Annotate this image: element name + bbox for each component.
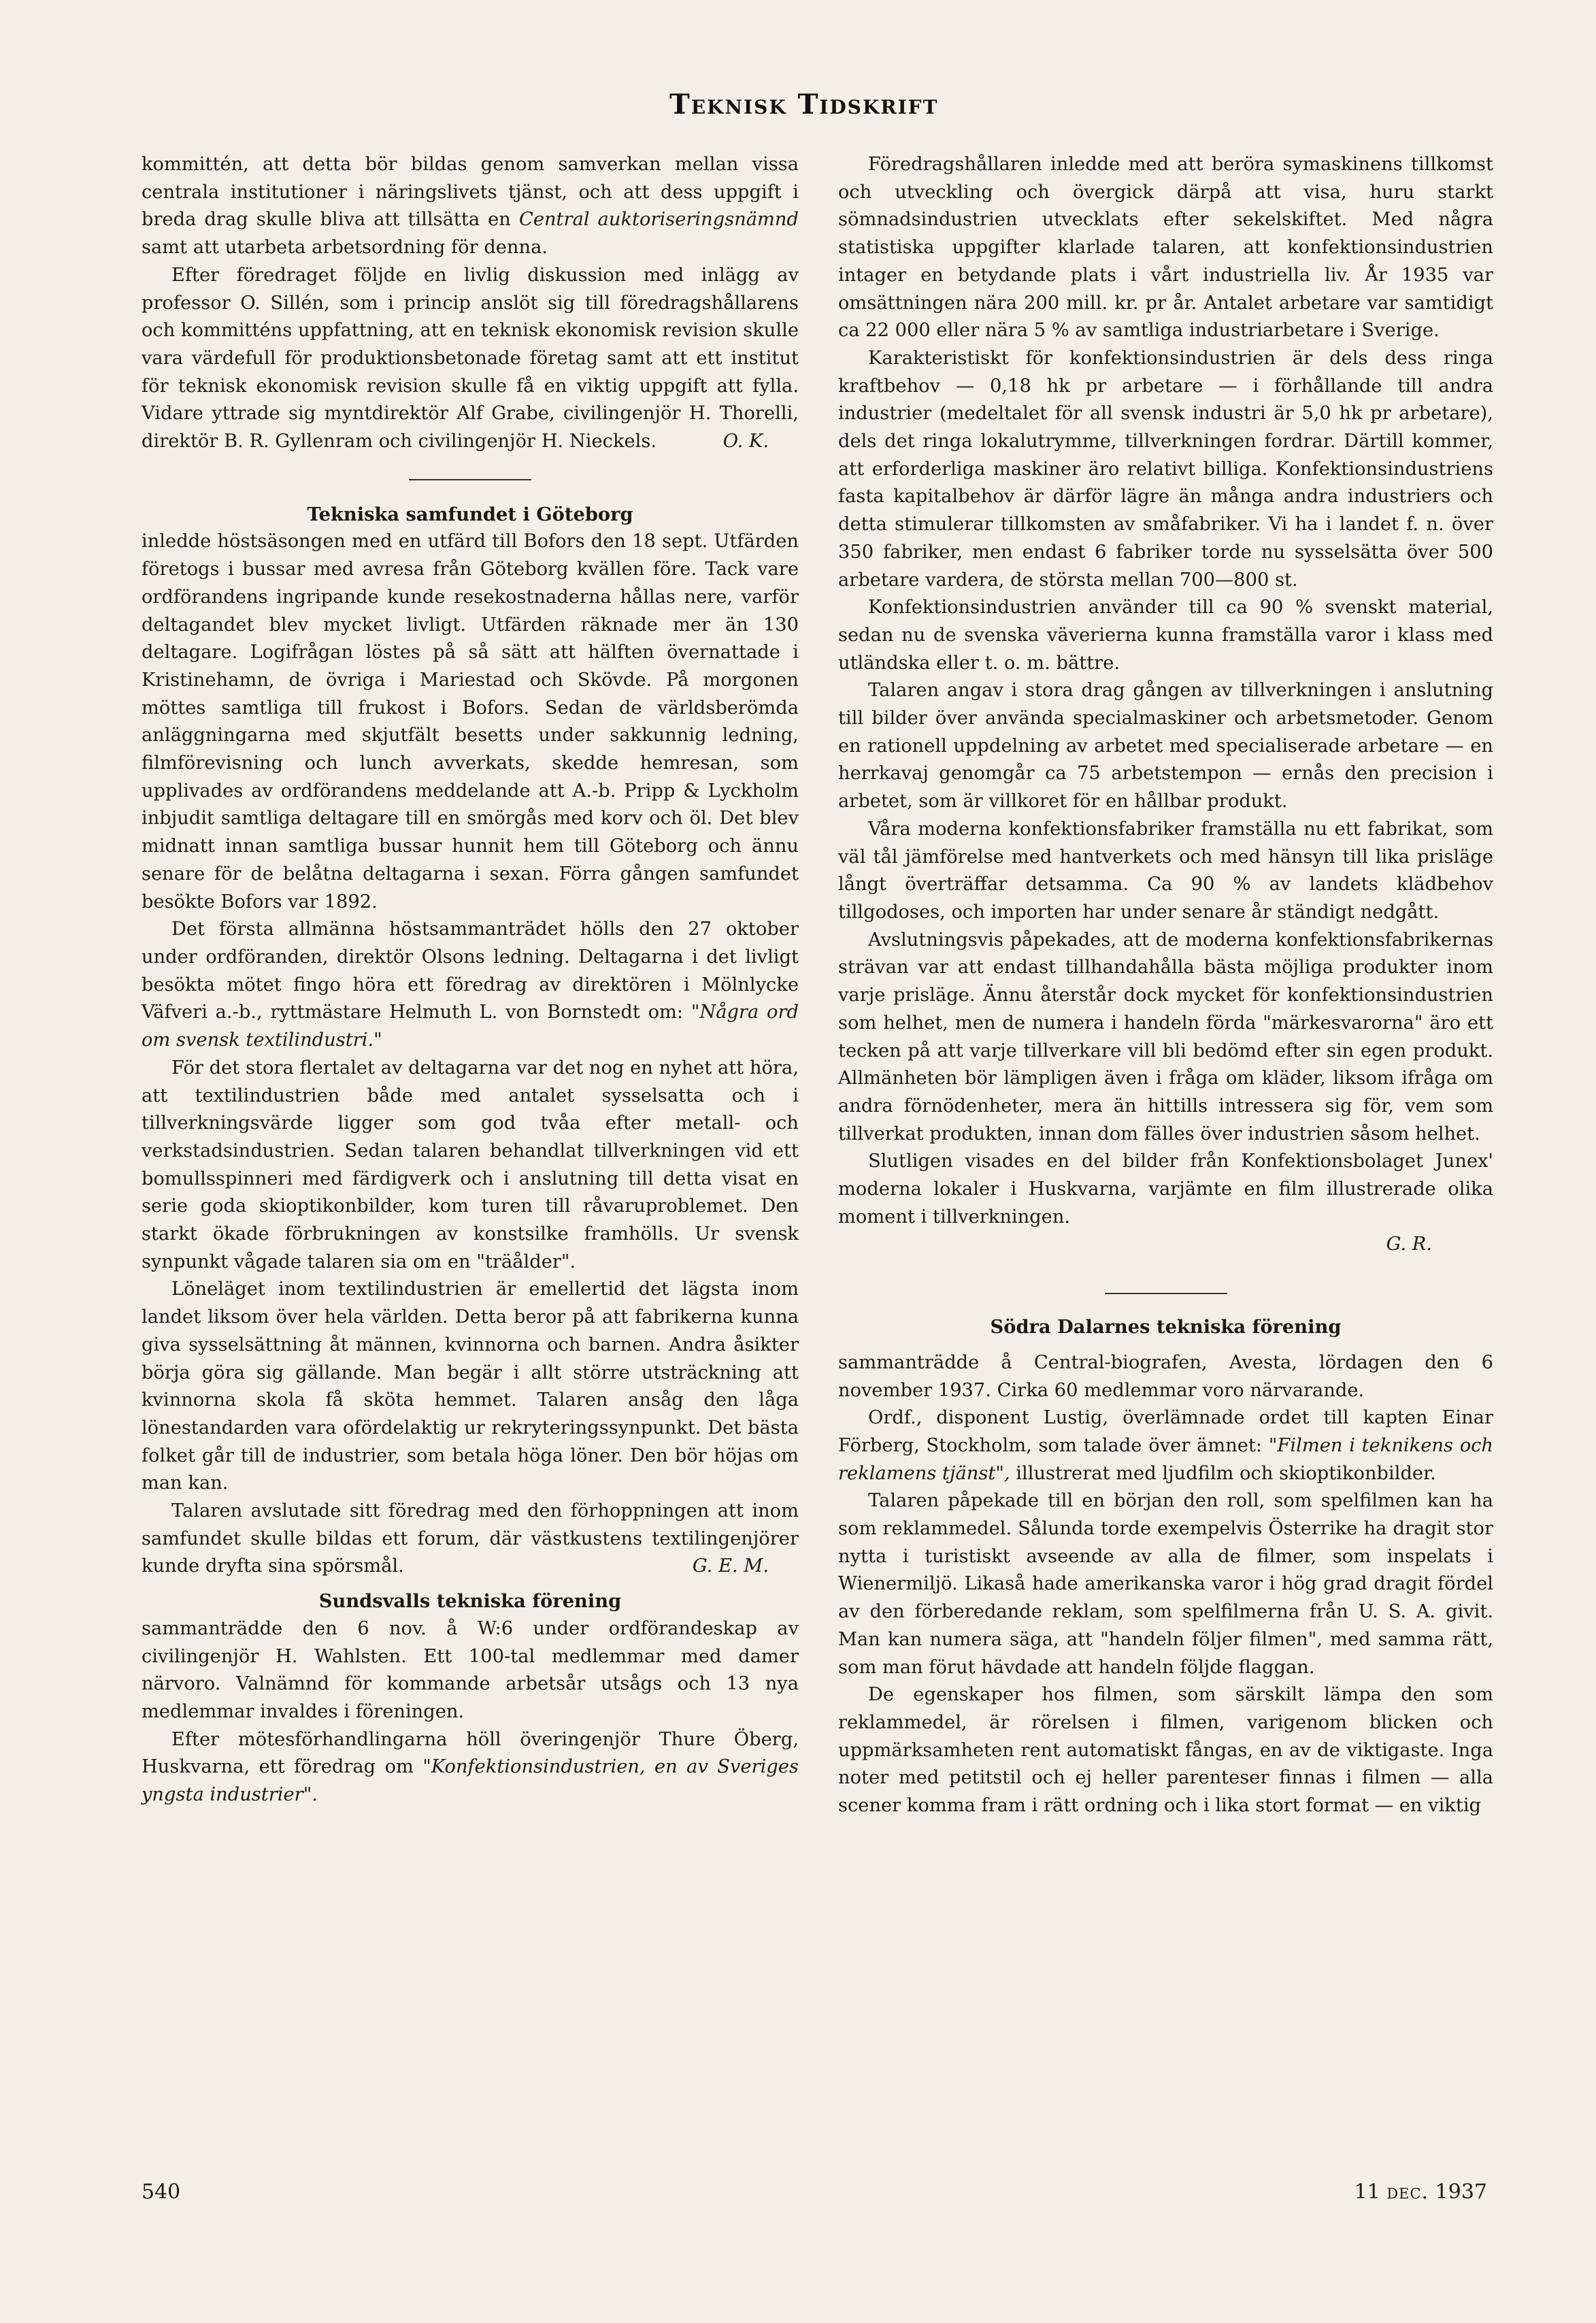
author-signature: G. R. — [1386, 1234, 1432, 1255]
issue-date-year: 1937 — [1435, 2180, 1487, 2204]
issue-date — [1354, 2180, 1487, 2204]
paragraph: Efter föredraget följde en livlig diskussion med inlägg av professor O. Sillén, som i princip anslöt sig till föredragshållarens och kommitténs uppfattning, att en teknisk ekonomisk revision skulle vara värdefull för produktionsbetonade företag samt att ett institut för teknisk ekonomisk revision skulle få en viktig uppgift att fylla. Vidare yttrade sig myntdirektör Alf Grabe, civilingenjör H. Thorelli, direktör B. R. Gyllenram och civilingenjör H. Nieckels. O. K. — [142, 262, 799, 456]
paragraph: Ordf., disponent Lustig, överlämnade ordet till kapten Einar Förberg, Stockholm, som talade över ämnet: "Filmen i teknikens och reklamens tjänst", illustrerat med ljudfilm och skioptikonbilder. — [838, 1407, 1493, 1484]
section-heading: Tekniska samfundet i Göteborg — [307, 503, 633, 525]
paragraph: Talaren angav i stora drag gången av tillverkningen i anslutning till bilder över använda specialmaskiner och arbetsmetoder. Genom en rationell uppdelning av arbetet med specialiserade arbetare — en herrkavaj genomgår ca 75 arbetstempon — ernås den precision i arbetet, som är villkoret för en hållbar produkt. — [838, 680, 1493, 812]
paragraph: Föredragshållaren inledde med att beröra symaskinens tillkomst och utveckling och övergick därpå att visa, huru starkt sömnadsindustrien utvecklats efter sekelskiftet. Med några statistiska uppgifter klarlade talaren, att konfektionsindustrien intager en betydande plats i vårt industriella liv. År 1935 var omsättningen nära 200 mill. kr. pr år. Antalet arbetare var samtidigt ca 22 000 eller nära 5 % av samtliga industriarbetare i Sverige. — [838, 154, 1493, 342]
section-heading: Sundsvalls tekniska förening — [318, 1590, 622, 1613]
right-column — [838, 151, 1493, 1820]
author-signature: G. E. M. — [692, 1555, 769, 1577]
journal-masthead: Teknisk Tidskrift — [669, 88, 939, 120]
paragraph: inledde höstsäsongen med en utfärd till Bofors den 18 sept. Utfärden företogs i bussar med avresa från Göteborg kvällen före. Tack vare ordförandens ingripande kunde resekostnaderna hållas nere, varför deltagandet blev mycket livligt. Utfärden räknade mer än 130 deltagare. Logifrågan löstes på så sätt att hälften övernattade i Kristinehamn, de övriga i Mariestad och Skövde. På morgonen möttes samtliga till frukost i Bofors. Sedan de världsberömda anläggningarna med skjutfält besetts under sakkunnig ledning, filmförevisning och lunch avverkats, skedde hemresan, som upplivades av ordförandens meddelande att A.-b. Pripp & Lyckholm inbjudit samtliga deltagare till en smörgås med korv och öl. Det blev midnatt innan samtliga bussar hunnit hem till Göteborg och ännu senare för de belåtna deltagarna i sexan. Förra gången samfundet besökte Bofors var 1892. — [142, 531, 799, 912]
paragraph: Konfektionsindustrien använder till ca 90 % svenskt material, sedan nu de svenska väverierna kunna framställa varor i klass med utländska eller t. o. m. bättre. — [838, 597, 1493, 674]
paragraph: Talaren påpekade till en början den roll, som spelfilmen kan ha som reklammedel. Sålunda torde exempelvis Österrike ha dragit stor nytta i turistiskt avseende av alla de filmer, som inspelats i Wienermiljö. Likaså hade amerikanska varor i hög grad dragit fördel av den förberedande reklam, som spelfilmerna från U. S. A. givit. Man kan numera säga, att "handeln följer filmen", med samma rätt, som man förut hävdade att handeln följde flaggan. — [838, 1490, 1493, 1678]
page-number: 540 — [142, 2180, 181, 2204]
paragraph: Avslutningsvis påpekades, att de moderna konfektionsfabrikernas strävan var att endast tillhandahålla bästa möjliga produkter inom varje prisläge. Ännu återstår dock mycket för konfektionsindustrien som helhet, men de numera i handeln förda "märkesvarorna" äro ett tecken på att varje tillverkare vill bli bedömd efter sin egen produkt. Allmänheten bör lämpligen även i fråga om kläder, liksom ifråga om andra förnödenheter, mera än hittills intressera sig för, vem som tillverkat produkten, innan dom fälles över industrien såsom helhet. — [838, 929, 1493, 1144]
left-column — [142, 151, 799, 1809]
paragraph: kommittén, att detta bör bildas genom samverkan mellan vissa centrala institutioner i näringslivets tjänst, och att dess uppgift i breda drag skulle bliva att tillsätta en Central auktoriseringsnämnd samt att utarbeta arbetsordning för denna. — [142, 154, 799, 259]
paragraph: De egenskaper hos filmen, som särskilt lämpa den som reklammedel, är rörelsen i filmen, varigenom blicken och uppmärksamheten rent automatiskt fångas, en av de viktigaste. Inga noter med petitstil och ej heller parenteser finnas i filmen — alla scener komma fram i rätt ordning och i lika stort format — en viktig — [838, 1684, 1493, 1817]
paragraph: Talaren avslutade sitt föredrag med den förhoppningen att inom samfundet skulle bildas ett forum, där västkustens textilingenjörer kunde dryfta sina spörsmål. G. E. M. — [142, 1498, 799, 1581]
issue-date-day: 11 — [1354, 2180, 1380, 2204]
paragraph: För det stora flertalet av deltagarna var det nog en nyhet att höra, att textilindustrien både med antalet sysselsatta och i tillverkningsvärde ligger som god tvåa efter metall- och verkstadsindustrien. Sedan talaren behandlat tillverkningen vid ett bomullsspinneri med färdigverk och i anslutning till detta visat en serie goda skioptikonbilder, kom turen till råvaruproblemet. Den starkt ökade förbrukningen av konstsilke framhölls. Ur svensk synpunkt vågade talaren sia om en "träålder". — [142, 1057, 799, 1272]
section-heading: Södra Dalarnes tekniska förening — [990, 1316, 1342, 1338]
paragraph: sammanträdde den 6 nov. å W:6 under ordförandeskap av civilingenjör H. Wahlsten. Ett 100-tal medlemmar med damer närvoro. Valnämnd för kommande arbetsår utsågs och 13 nya medlemmar invaldes i föreningen. — [142, 1617, 799, 1722]
paragraph: sammanträdde å Central-biografen, Avesta, lördagen den 6 november 1937. Cirka 60 medlemmar voro närvarande. — [838, 1351, 1493, 1401]
paragraph: Karakteristiskt för konfektionsindustrien är dels dess ringa kraftbehov — 0,18 hk pr arbetare — i förhållande till andra industrier (medeltalet för all svensk industri är 5,0 hk pr arbetare), dels det ringa lokalutrymme, tillverkningen fordrar. Därtill kommer, att erforderliga maskiner äro relativt billiga. Konfektionsindustriens fasta kapitalbehov är därför lägre än många andra industriers och detta stimulerar tillkomsten av småfabriker. Vi ha i landet f. n. över 350 fabriker, men endast 6 fabriker torde nu sysselsätta över 500 arbetare vardera, de största mellan 700—800 st. — [838, 347, 1493, 591]
paragraph: Slutligen visades en del bilder från Konfektionsbolaget Junex' moderna lokaler i Huskvarna, varjämte en film illustrerade olika moment i tillverkningen. — [838, 1151, 1493, 1228]
author-signature: O. K. — [722, 431, 769, 452]
paragraph: Löneläget inom textilindustrien är emellertid det lägsta inom landet liksom över hela världen. Detta beror på att fabrikerna kunna giva sysselsättning åt männen, kvinnorna och barnen. Andra åsikter börja göra sig gällande. Man begär i allt större utsträckning att kvinnorna skola få sköta hemmet. Talaren ansåg den låga lönestandarden vara ofördelaktig ur rekryteringssynpunkt. Det bästa folket går till de industrier, som betala höga löner. Den bör höjas om man kan. — [142, 1279, 799, 1494]
paragraph: Det första allmänna höstsammanträdet hölls den 27 oktober under ordföranden, direktör Olsons ledning. Deltagarna i det livligt besökta mötet fingo höra ett föredrag av direktören i Mölnlycke Väfveri a.-b., ryttmästare Helmuth L. von Bornstedt om: "Några ord om svensk textilindustri." — [142, 919, 799, 1051]
paragraph: Efter mötesförhandlingarna höll överingenjör Thure Öberg, Huskvarna, ett föredrag om "Konfektionsindustrien, en av Sveriges yngsta industrier". — [142, 1728, 799, 1806]
issue-date-month: dec. — [1386, 2180, 1429, 2204]
paragraph: Våra moderna konfektionsfabriker framställa nu ett fabrikat, som väl tål jämförelse med hantverkets och med hänsyn till lika prisläge långt överträffar detsamma. Ca 90 % av landets klädbehov tillgodoses, och importen har under senare år ständigt nedgått. — [838, 818, 1493, 923]
